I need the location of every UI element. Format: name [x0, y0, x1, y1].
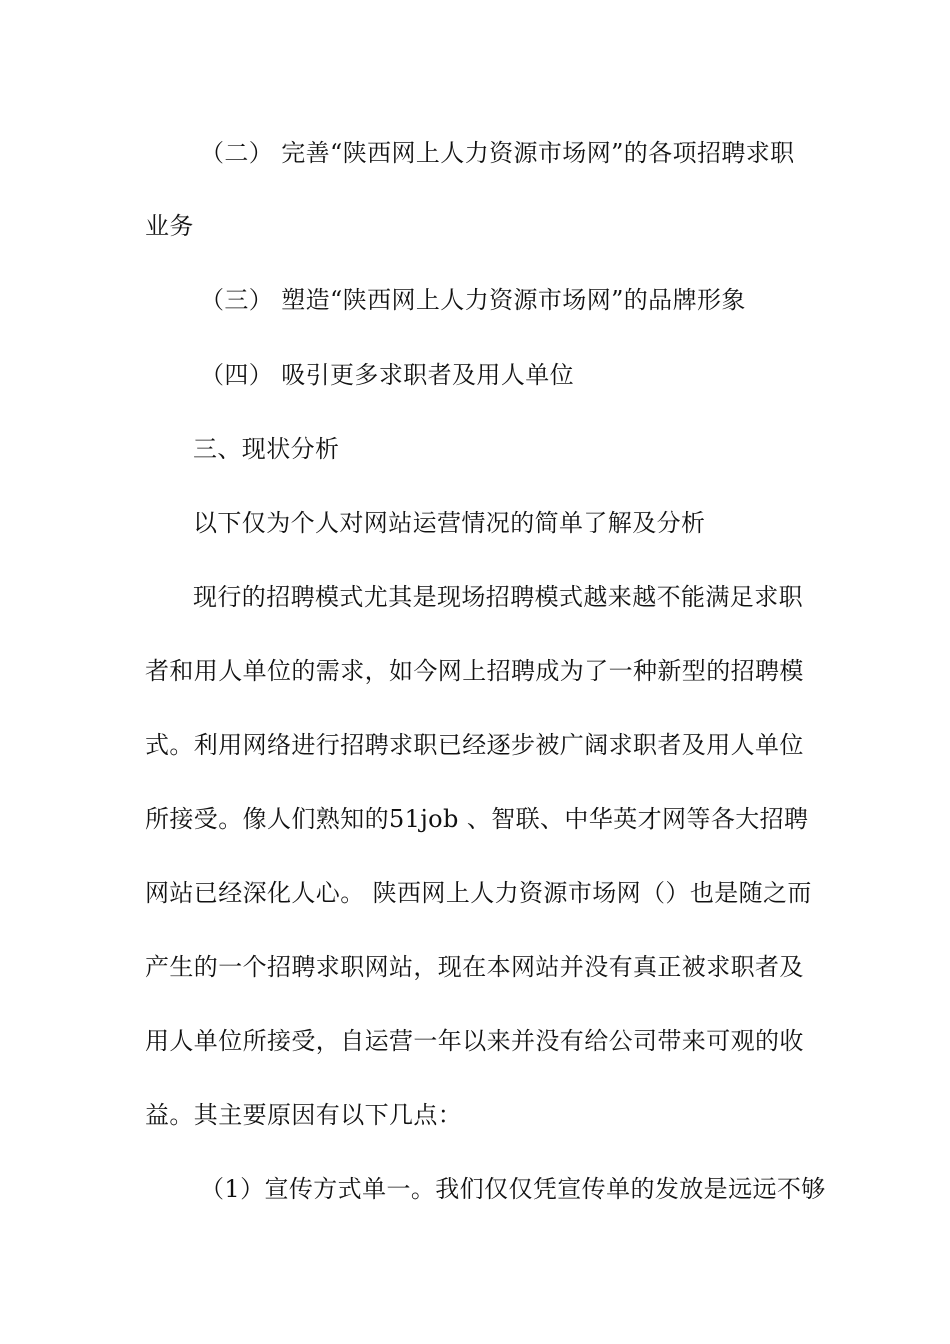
- text-line: 所接受。像人们熟知的51job 、智联、中华英才网等各大招聘: [145, 805, 809, 833]
- text-line: 者和用人单位的需求，如今网上招聘成为了一种新型的招聘模: [145, 657, 804, 685]
- text-line: （三） 塑造“陕西网上人力资源市场网”的品牌形象: [200, 286, 746, 314]
- text-line: （四） 吸引更多求职者及用人单位: [200, 361, 575, 389]
- text-line: 益。其主要原因有以下几点：: [145, 1101, 463, 1129]
- text-line: 以下仅为个人对网站运营情况的简单了解及分析: [193, 509, 706, 537]
- text-line: （二） 完善“陕西网上人力资源市场网”的各项招聘求职: [200, 139, 795, 167]
- text-line: 用人单位所接受，自运营一年以来并没有给公司带来可观的收: [145, 1027, 804, 1055]
- text-line: 产生的一个招聘求职网站，现在本网站并没有真正被求职者及: [145, 953, 804, 981]
- text-line: 网站已经深化人心。 陕西网上人力资源市场网（）也是随之而: [145, 879, 812, 907]
- text-line: 式。利用网络进行招聘求职已经逐步被广阔求职者及用人单位: [145, 731, 804, 759]
- text-line: （1）宣传方式单一。我们仅仅凭宣传单的发放是远远不够: [200, 1175, 826, 1203]
- text-line: 现行的招聘模式尤其是现场招聘模式越来越不能满足求职: [193, 583, 803, 611]
- section-heading: 三、现状分析: [193, 435, 340, 463]
- text-line: 业务: [145, 212, 194, 240]
